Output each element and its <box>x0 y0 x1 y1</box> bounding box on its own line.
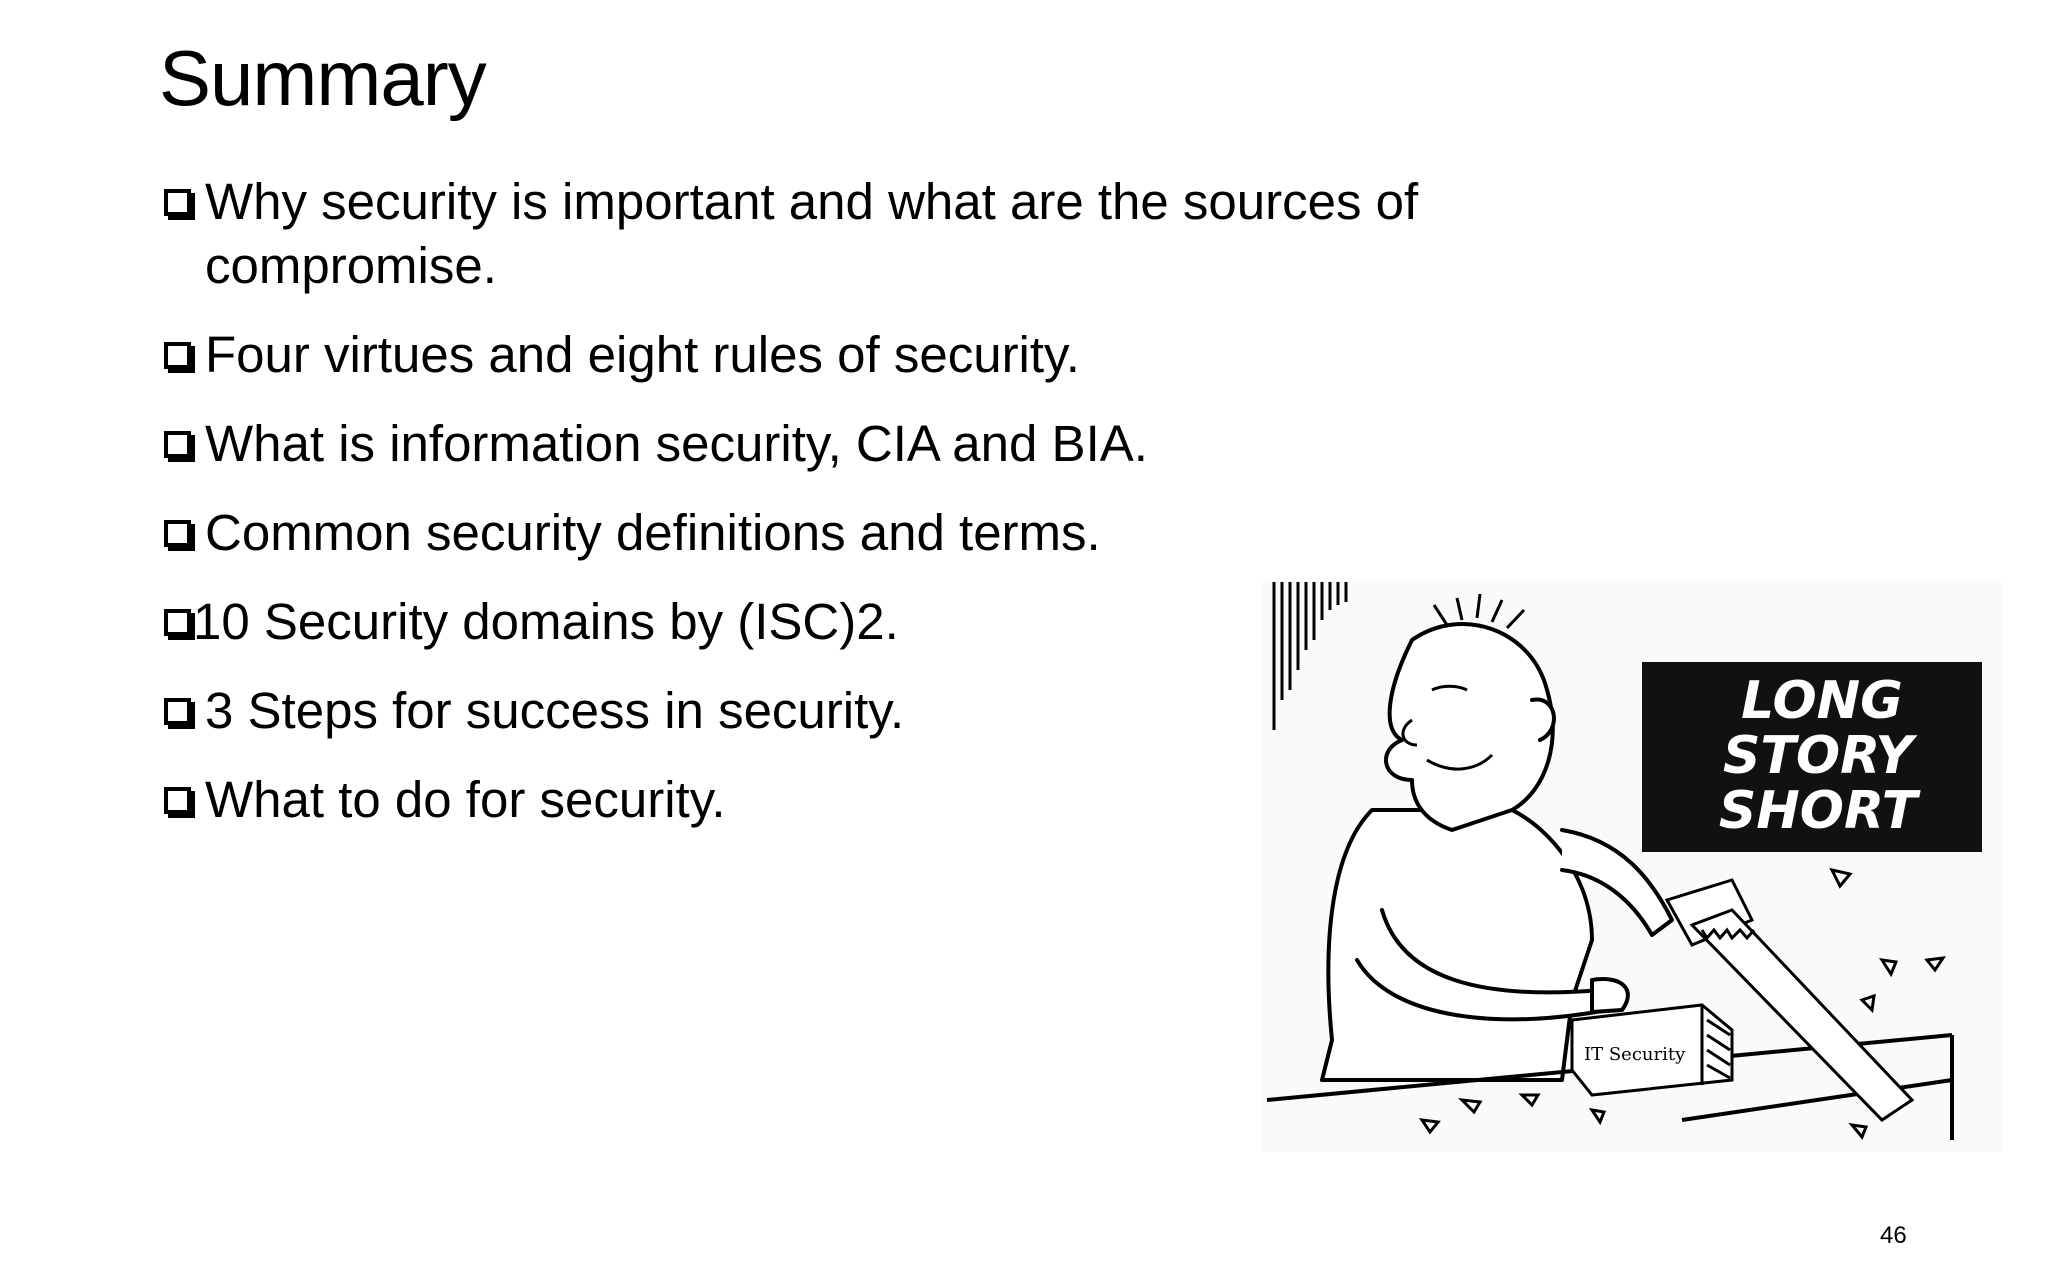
cartoon-illustration <box>1262 580 2002 1152</box>
slide-title: Summary <box>159 34 486 122</box>
bullet-text: 10 Security domains by (ISC)2. <box>193 593 899 650</box>
checkbox-bullet-icon <box>164 342 191 369</box>
bullet-text: Common security definitions and terms. <box>205 504 1101 561</box>
page-number: 46 <box>1880 1222 1907 1249</box>
checkbox-bullet-icon <box>164 431 191 458</box>
bullet-text: What to do for security. <box>205 771 726 828</box>
sign-line-2: STORY <box>1722 726 1914 786</box>
bullet-text: 3 Steps for success in security. <box>205 682 905 739</box>
sign-line-3: SHORT <box>1718 781 1918 841</box>
bullet-text: What is information security, CIA and BIA. <box>205 415 1148 472</box>
checkbox-bullet-icon <box>164 787 191 814</box>
bullet-text: Why security is important and what are the sources of compromise. <box>205 173 1419 294</box>
checkbox-bullet-icon <box>164 520 191 547</box>
bullet-item <box>160 170 1610 298</box>
checkbox-bullet-icon <box>164 698 191 725</box>
bullet-item <box>160 323 1610 387</box>
bullet-item <box>160 501 1610 565</box>
checkbox-bullet-icon <box>164 189 191 216</box>
sign-line-1: LONG <box>1741 671 1903 731</box>
bullet-text: Four virtues and eight rules of security. <box>205 326 1080 383</box>
bullet-item <box>160 412 1610 476</box>
book-label: IT Security <box>1584 1044 1686 1065</box>
checkbox-bullet-icon <box>164 609 191 636</box>
